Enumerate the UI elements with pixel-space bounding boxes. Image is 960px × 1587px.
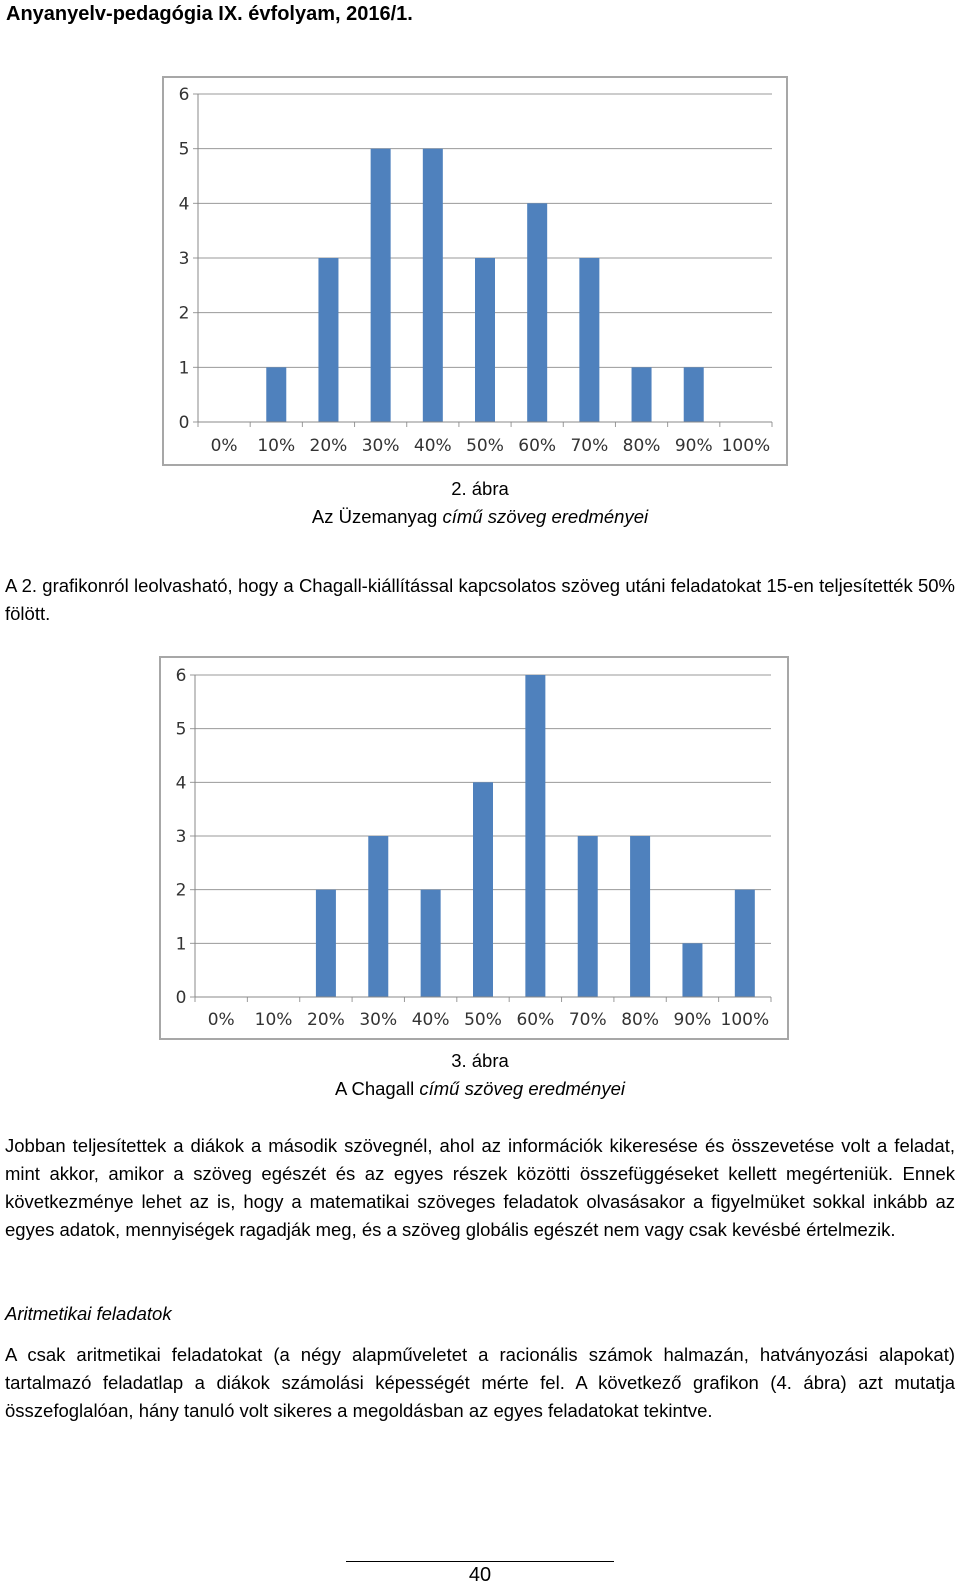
y-tick-label: 2 xyxy=(175,880,187,901)
bar-60pct xyxy=(527,203,547,422)
bar-70pct xyxy=(579,258,599,422)
x-tick-label: 60% xyxy=(516,1010,555,1030)
bar-100pct xyxy=(735,890,755,997)
figure-2-chart xyxy=(162,76,788,466)
bar-40pct xyxy=(421,890,441,997)
figure-3-caption-title xyxy=(0,1075,960,1103)
figure-3-caption-prefix: A Chagall xyxy=(335,1078,420,1099)
x-tick-label: 10% xyxy=(257,436,296,456)
bar-20pct xyxy=(316,890,336,997)
figure-2-caption-prefix: Az Üzemanyag xyxy=(311,506,443,527)
x-tick-label: 0% xyxy=(210,436,238,456)
figure-2-chart-svg xyxy=(164,78,786,464)
bar-30pct xyxy=(368,836,388,997)
bar-50pct xyxy=(473,782,493,997)
figure-3-caption-number: 3. ábra xyxy=(451,1050,509,1071)
figure-3-chart xyxy=(159,656,789,1040)
y-tick-label: 6 xyxy=(175,666,187,686)
x-tick-label: 90% xyxy=(674,436,713,456)
running-header: Anyanyelv-pedagógia IX. évfolyam, 2016/1. xyxy=(6,3,413,25)
y-tick-label: 4 xyxy=(178,194,190,215)
bar-20pct xyxy=(318,258,338,422)
paragraph-chagall-summary: A 2. grafikonról leolvasható, hogy a Chagall-kiállítással kapcsolatos szöveg utáni feladatokat 15-en teljesítették 50% fölött. xyxy=(5,575,955,624)
x-tick-label: 70% xyxy=(568,1010,607,1030)
y-tick-label: 2 xyxy=(178,303,190,324)
paragraph-comparison: Jobban teljesítettek a diákok a második szövegnél, ahol az információk kikeresése és összevetése volt a feladat, mint akkor, amikor a szöveg egészét és az egyes részek közötti összefüggéseket kellett megérteniük. Ennek következménye lehet az is, hogy a matematikai szöveges feladatok olvasásakor a figyelmüket sokkal inkább az egyes adatok, mennyiségek ragadják meg, és a szöveg globális egészét nem vagy csak kevésbé értelmezik. xyxy=(5,1135,955,1240)
bar-90pct xyxy=(684,367,704,422)
y-tick-label: 3 xyxy=(175,827,187,847)
bar-50pct xyxy=(475,258,495,422)
paragraph-arithmetic: A csak aritmetikai feladatokat (a négy alapműveletet a racionális számok halmazán, hatványozási alapokat) tartalmazó feladatlap a diákok számolási képességét mérte fel. A következő grafikon (4. ábra) azt mutatja összefoglalóan, hány tanuló volt sikeres a megoldásban az egyes feladatokat tekintve. xyxy=(5,1344,955,1421)
x-tick-label: 100% xyxy=(721,436,771,456)
x-tick-label: 40% xyxy=(411,1010,450,1030)
bar-90pct xyxy=(682,943,702,997)
bar-80pct xyxy=(632,367,652,422)
y-tick-label: 6 xyxy=(178,85,190,105)
x-tick-label: 10% xyxy=(254,1010,293,1030)
bar-40pct xyxy=(423,149,443,422)
footer-rule xyxy=(346,1561,614,1562)
x-tick-label: 90% xyxy=(673,1010,712,1030)
bar-10pct xyxy=(266,367,286,422)
bar-60pct xyxy=(525,675,545,997)
y-tick-label: 0 xyxy=(178,413,190,433)
y-tick-label: 4 xyxy=(175,773,187,794)
section-heading: Aritmetikai feladatok xyxy=(5,1303,172,1324)
x-tick-label: 30% xyxy=(361,436,400,456)
y-tick-label: 0 xyxy=(175,988,187,1008)
bar-30pct xyxy=(371,149,391,422)
page-number: 40 xyxy=(468,1564,492,1586)
figure-3-caption-italic: című szöveg eredményei xyxy=(419,1078,625,1099)
x-tick-label: 70% xyxy=(570,436,609,456)
x-tick-label: 50% xyxy=(464,1010,502,1030)
x-tick-label: 20% xyxy=(307,1010,345,1030)
y-tick-label: 5 xyxy=(178,139,190,160)
x-tick-label: 60% xyxy=(518,436,557,456)
y-tick-label: 1 xyxy=(175,934,187,955)
figure-3-chart-svg xyxy=(161,658,787,1038)
figure-2-caption-number: 2. ábra xyxy=(451,478,509,499)
x-tick-label: 40% xyxy=(413,436,452,456)
figure-2-caption-title xyxy=(0,503,960,531)
bar-70pct xyxy=(578,836,598,997)
figure-2-caption-italic: című szöveg eredményei xyxy=(442,506,649,527)
x-tick-label: 80% xyxy=(621,1010,659,1030)
x-tick-label: 80% xyxy=(622,436,661,456)
y-tick-label: 3 xyxy=(178,249,190,269)
x-tick-label: 50% xyxy=(466,436,504,456)
y-tick-label: 5 xyxy=(175,719,187,740)
x-tick-label: 100% xyxy=(720,1010,770,1030)
x-tick-label: 20% xyxy=(309,436,348,456)
bar-80pct xyxy=(630,836,650,997)
x-tick-label: 0% xyxy=(207,1010,235,1030)
x-tick-label: 30% xyxy=(359,1010,398,1030)
y-tick-label: 1 xyxy=(178,358,190,379)
